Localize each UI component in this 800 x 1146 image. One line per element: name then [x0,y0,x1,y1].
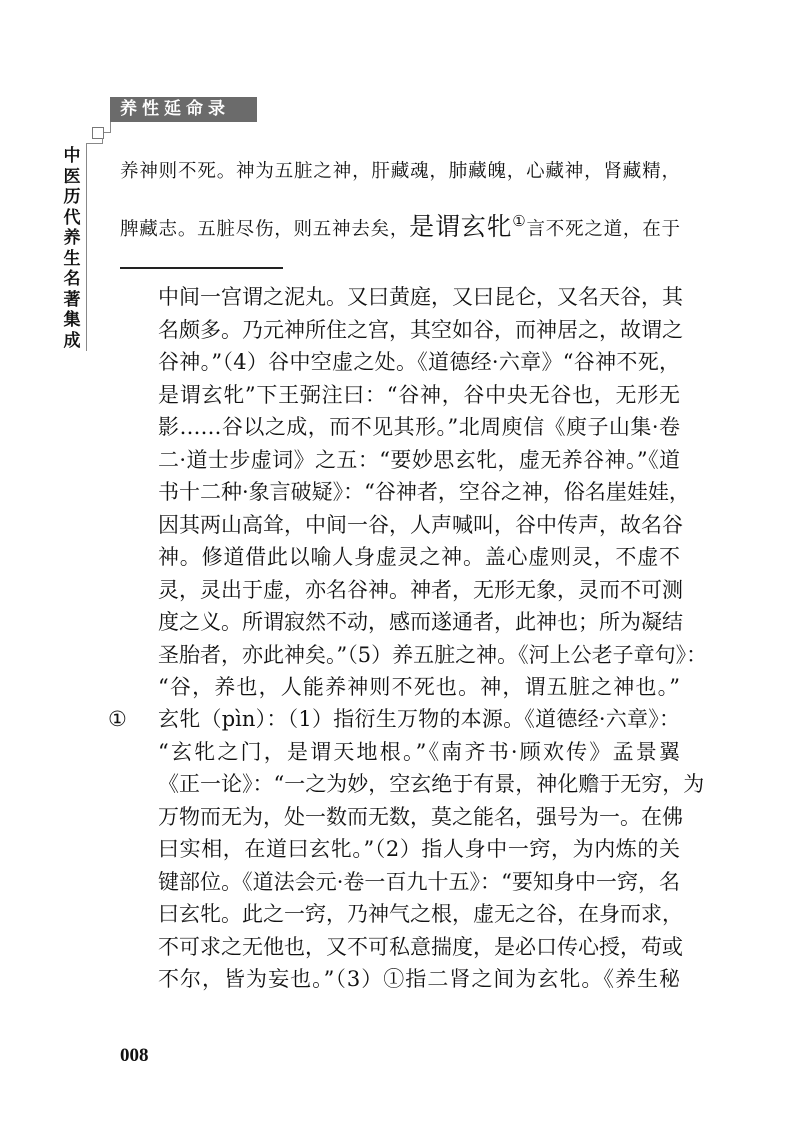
footnote-line: 中间一宫谓之泥丸。又曰黄庭，又曰昆仑，又名天谷，其 [158,285,683,309]
footnote-line: 不尔，皆为妄也。”（3）①指二肾之间为玄牝。《养生秘 [158,967,680,991]
side-char: 代 [63,207,81,228]
footnote-line: 书十二种·象言破疑》：“谷神者，空谷之神，俗名崖娃娃， [158,480,690,504]
footnote-line: 曰玄牝。此之一窍，乃神气之根，虚无之谷，在身而求， [158,902,683,926]
side-rule [86,143,87,351]
body-text: 言不死之道，在于 [526,219,680,240]
footnote-line: 键部位。《道法会元·卷一百九十五》：“要知身中一窍，名 [158,869,680,894]
footnote-line: 玄牝（pìn）：（1）指衍生万物的本源。《道德经·六章》： [158,707,680,731]
footnote-line: 神。修道借此以喻人身虚灵之神。盖心虚则灵，不虚不 [158,545,680,569]
footnote-ref[interactable]: ① [512,212,527,230]
body-line [120,208,680,241]
page-number: 008 [120,1045,149,1066]
side-char: 历 [63,187,81,207]
running-title: 养性延命录 [110,97,257,122]
footnote-line: 灵，灵出于虚，亦名谷神。神者，无形无象，灵而不可测 [158,577,683,602]
body-line: 养神则不死。神为五脏之神，肝藏魂，肺藏魄，心藏神，肾藏精， [120,161,680,182]
body-text: 脾藏志。五脏尽伤，则五神去矣， [120,219,410,240]
body-text-large: 是谓玄牝 [409,212,513,241]
side-char: 著 [63,289,81,310]
footnote-separator [120,267,283,269]
side-char: 生 [63,248,81,269]
side-char: 名 [63,269,81,289]
footnote-line: 二·道士步虚词》之五：“要妙思玄牝，虚无养谷神。”《道 [158,447,680,472]
footnote-line: 曰实相，在道曰玄牝。”（2）指人身中一窍，为内炼的关 [158,837,680,861]
footnote-line: 名颇多。乃元神所住之宫，其空如谷，而神居之，故谓之 [158,317,683,342]
side-char: 医 [63,166,81,187]
footnote-line: 谷神。”（4）谷中空虚之处。《道德经·六章》“谷神不死， [158,350,680,374]
side-title [61,146,83,351]
footnote-marker: ① [108,707,127,731]
footnote-line: “玄牝之门，是谓天地根。”《南齐书·顾欢传》孟景翼 [158,739,680,764]
footnote-line: “谷，养也，人能养神则不死也。神，谓五脏之神也。” [158,675,680,699]
decor-line [86,143,103,144]
footnote-line: 《正一论》：“一之为妙，空玄绝于有景，神化赡于无穷，为 [158,772,705,796]
footnote-line: 度之义。所谓寂然不动，感而遂通者，此神也；所为凝结 [158,610,683,634]
decor-line [103,132,111,133]
side-char: 成 [63,330,81,351]
side-char: 养 [63,228,81,248]
footnote-line: 圣胎者，亦此神矣。”（5）养五脏之神。《河上公老子章句》： [158,642,708,667]
footnote-line: 万物而无为，处一数而无数，莫之能名，强号为一。在佛 [158,804,683,829]
footnote-line: 影……谷以之成，而不见其形。”北周庾信《庾子山集·卷 [158,415,680,439]
footnote-line: 是谓玄牝”下王弼注曰：“谷神，谷中央无谷也，无形无 [158,382,680,407]
side-char: 中 [63,146,81,166]
footnote-line: 不可求之无他也，又不可私意揣度，是必口传心授，苟或 [158,934,683,959]
side-char: 集 [63,310,81,330]
footnote-line: 因其两山高耸，中间一谷，人声喊叫，谷中传声，故名谷 [158,512,683,537]
